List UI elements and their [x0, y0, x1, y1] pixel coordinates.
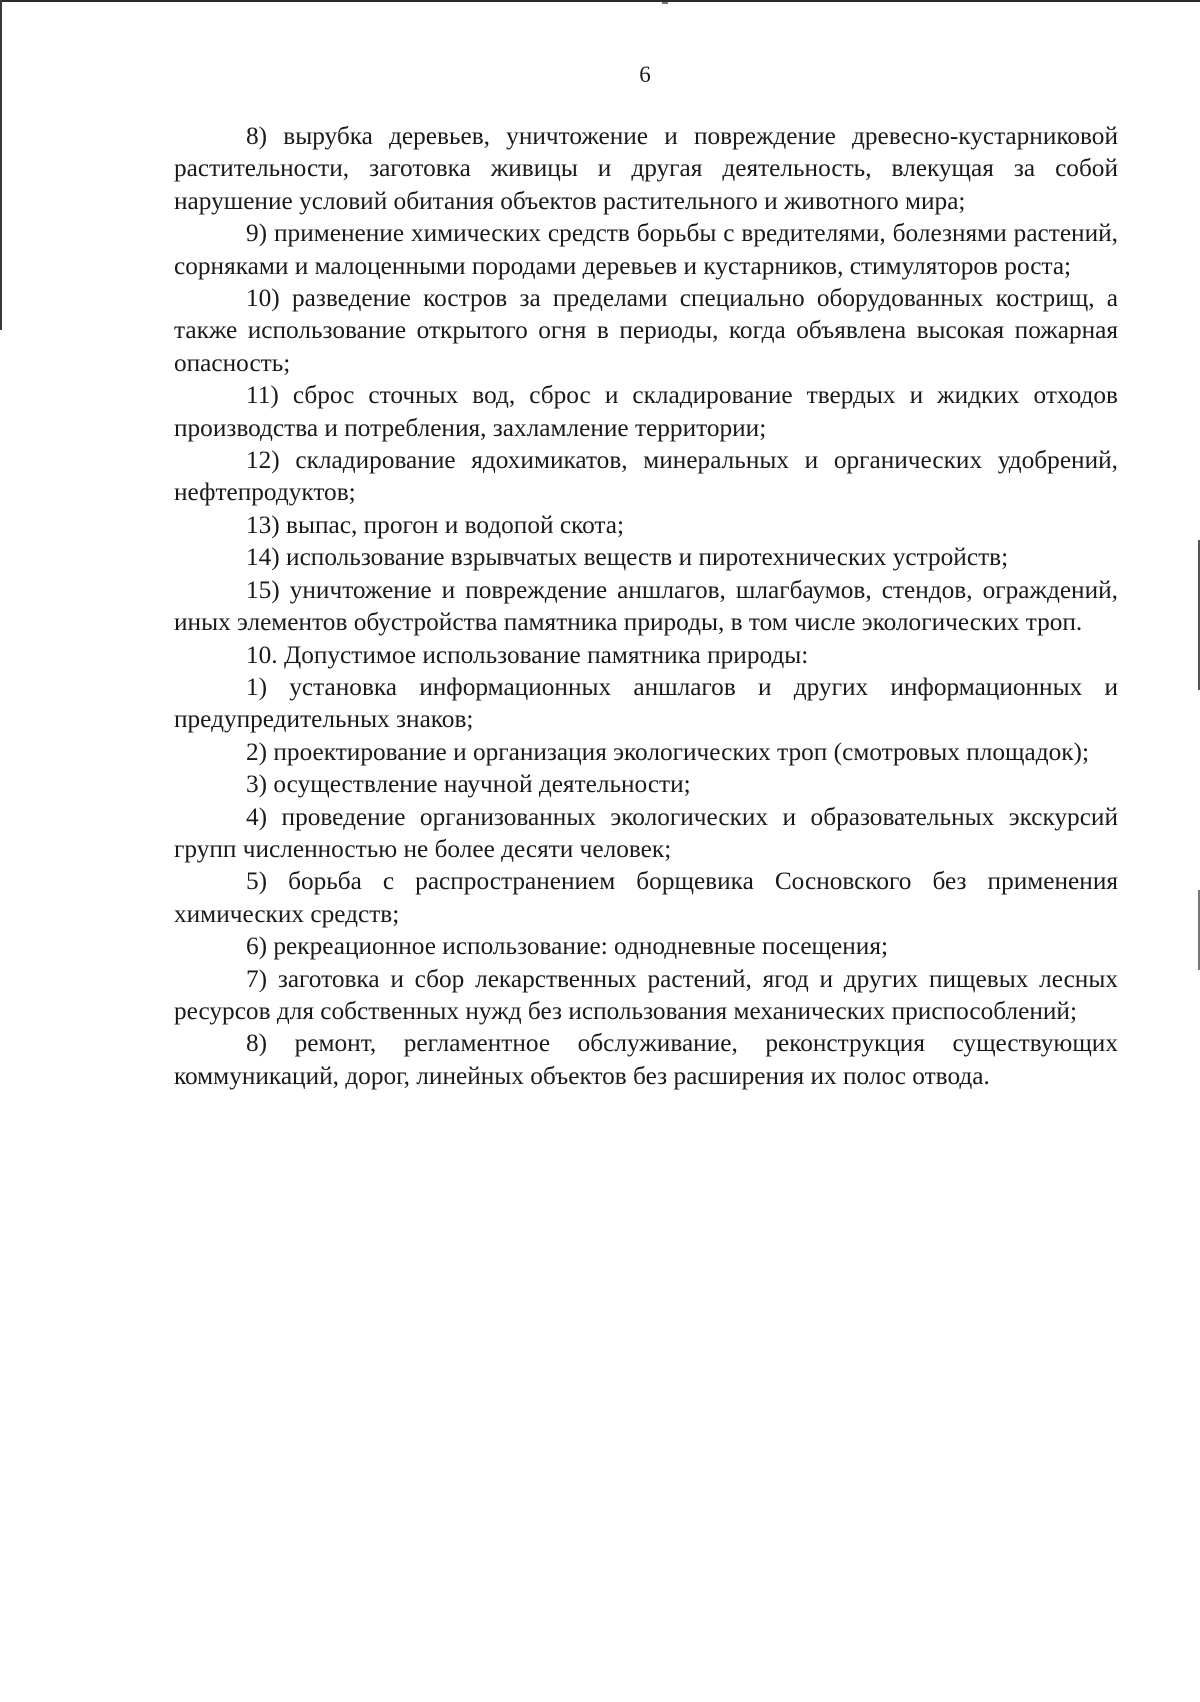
paragraph-permitted-5: 5) борьба с распространением борщевика Сосновского без применения химических средств;: [174, 867, 1118, 928]
document-body: [174, 120, 1118, 1092]
scan-edge-left: [0, 0, 2, 330]
paragraph-permitted-6: 6) рекреационное использование: однодневные посещения;: [246, 932, 888, 961]
scan-edge-top: [0, 0, 1200, 2]
page-number: 6: [639, 62, 651, 87]
paragraph-prohibited-14: 14) использование взрывчатых веществ и пиротехнических устройств;: [246, 543, 1009, 572]
paragraph-prohibited-13: 13) выпас, прогон и водопой скота;: [246, 510, 625, 539]
paragraph-permitted-2: 2) проектирование и организация экологических троп (смотровых площадок);: [246, 737, 1089, 766]
paragraph-permitted-7: 7) заготовка и сбор лекарственных растений, ягод и других пищевых лесных ресурсов для собственных нужд без использования механических приспособлений;: [174, 964, 1118, 1025]
paragraph-permitted-3: 3) осуществление научной деятельности;: [246, 770, 691, 799]
paragraph-prohibited-15: 15) уничтожение и повреждение аншлагов, шлагбаумов, стендов, ограждений, иных элементов обустройства памятника природы, в том числе экологических троп.: [174, 575, 1118, 637]
paragraph-permitted-1: 1) установка информационных аншлагов и других информационных и предупредительных знаков;: [174, 672, 1118, 734]
paragraph-prohibited-10: 10) разведение костров за пределами специально оборудованных кострищ, а также использование открытого огня в периоды, когда объявлена высокая пожарная опасность;: [174, 284, 1118, 377]
paragraph-prohibited-12: 12) складирование ядохимикатов, минеральных и органических удобрений, нефтепродуктов;: [174, 446, 1118, 507]
paragraph-permitted-8: 8) ремонт, регламентное обслуживание, реконструкция существующих коммуникаций, дорог, линейных объектов без расширения их полос отвода.: [174, 1029, 1118, 1090]
paragraph-prohibited-8: 8) вырубка деревьев, уничтожение и повреждение древесно-кустарниковой растительности, заготовка живицы и другая деятельность, влекущая за собой нарушение условий обитания объектов растительного и животного мира;: [174, 122, 1118, 215]
section-heading-permitted-use: 10. Допустимое использование памятника природы:: [246, 640, 809, 669]
paragraph-prohibited-11: 11) сброс сточных вод, сброс и складирование твердых и жидких отходов производства и потребления, захламление территории;: [174, 381, 1118, 442]
scan-artifact: [662, 2, 668, 4]
paragraph-prohibited-9: 9) применение химических средств борьбы с вредителями, болезнями растений, сорняками и малоценными породами деревьев и кустарников, стимуляторов роста;: [174, 219, 1118, 280]
paragraph-permitted-4: 4) проведение организованных экологических и образовательных экскурсий групп численностью не более десяти человек;: [174, 802, 1118, 863]
